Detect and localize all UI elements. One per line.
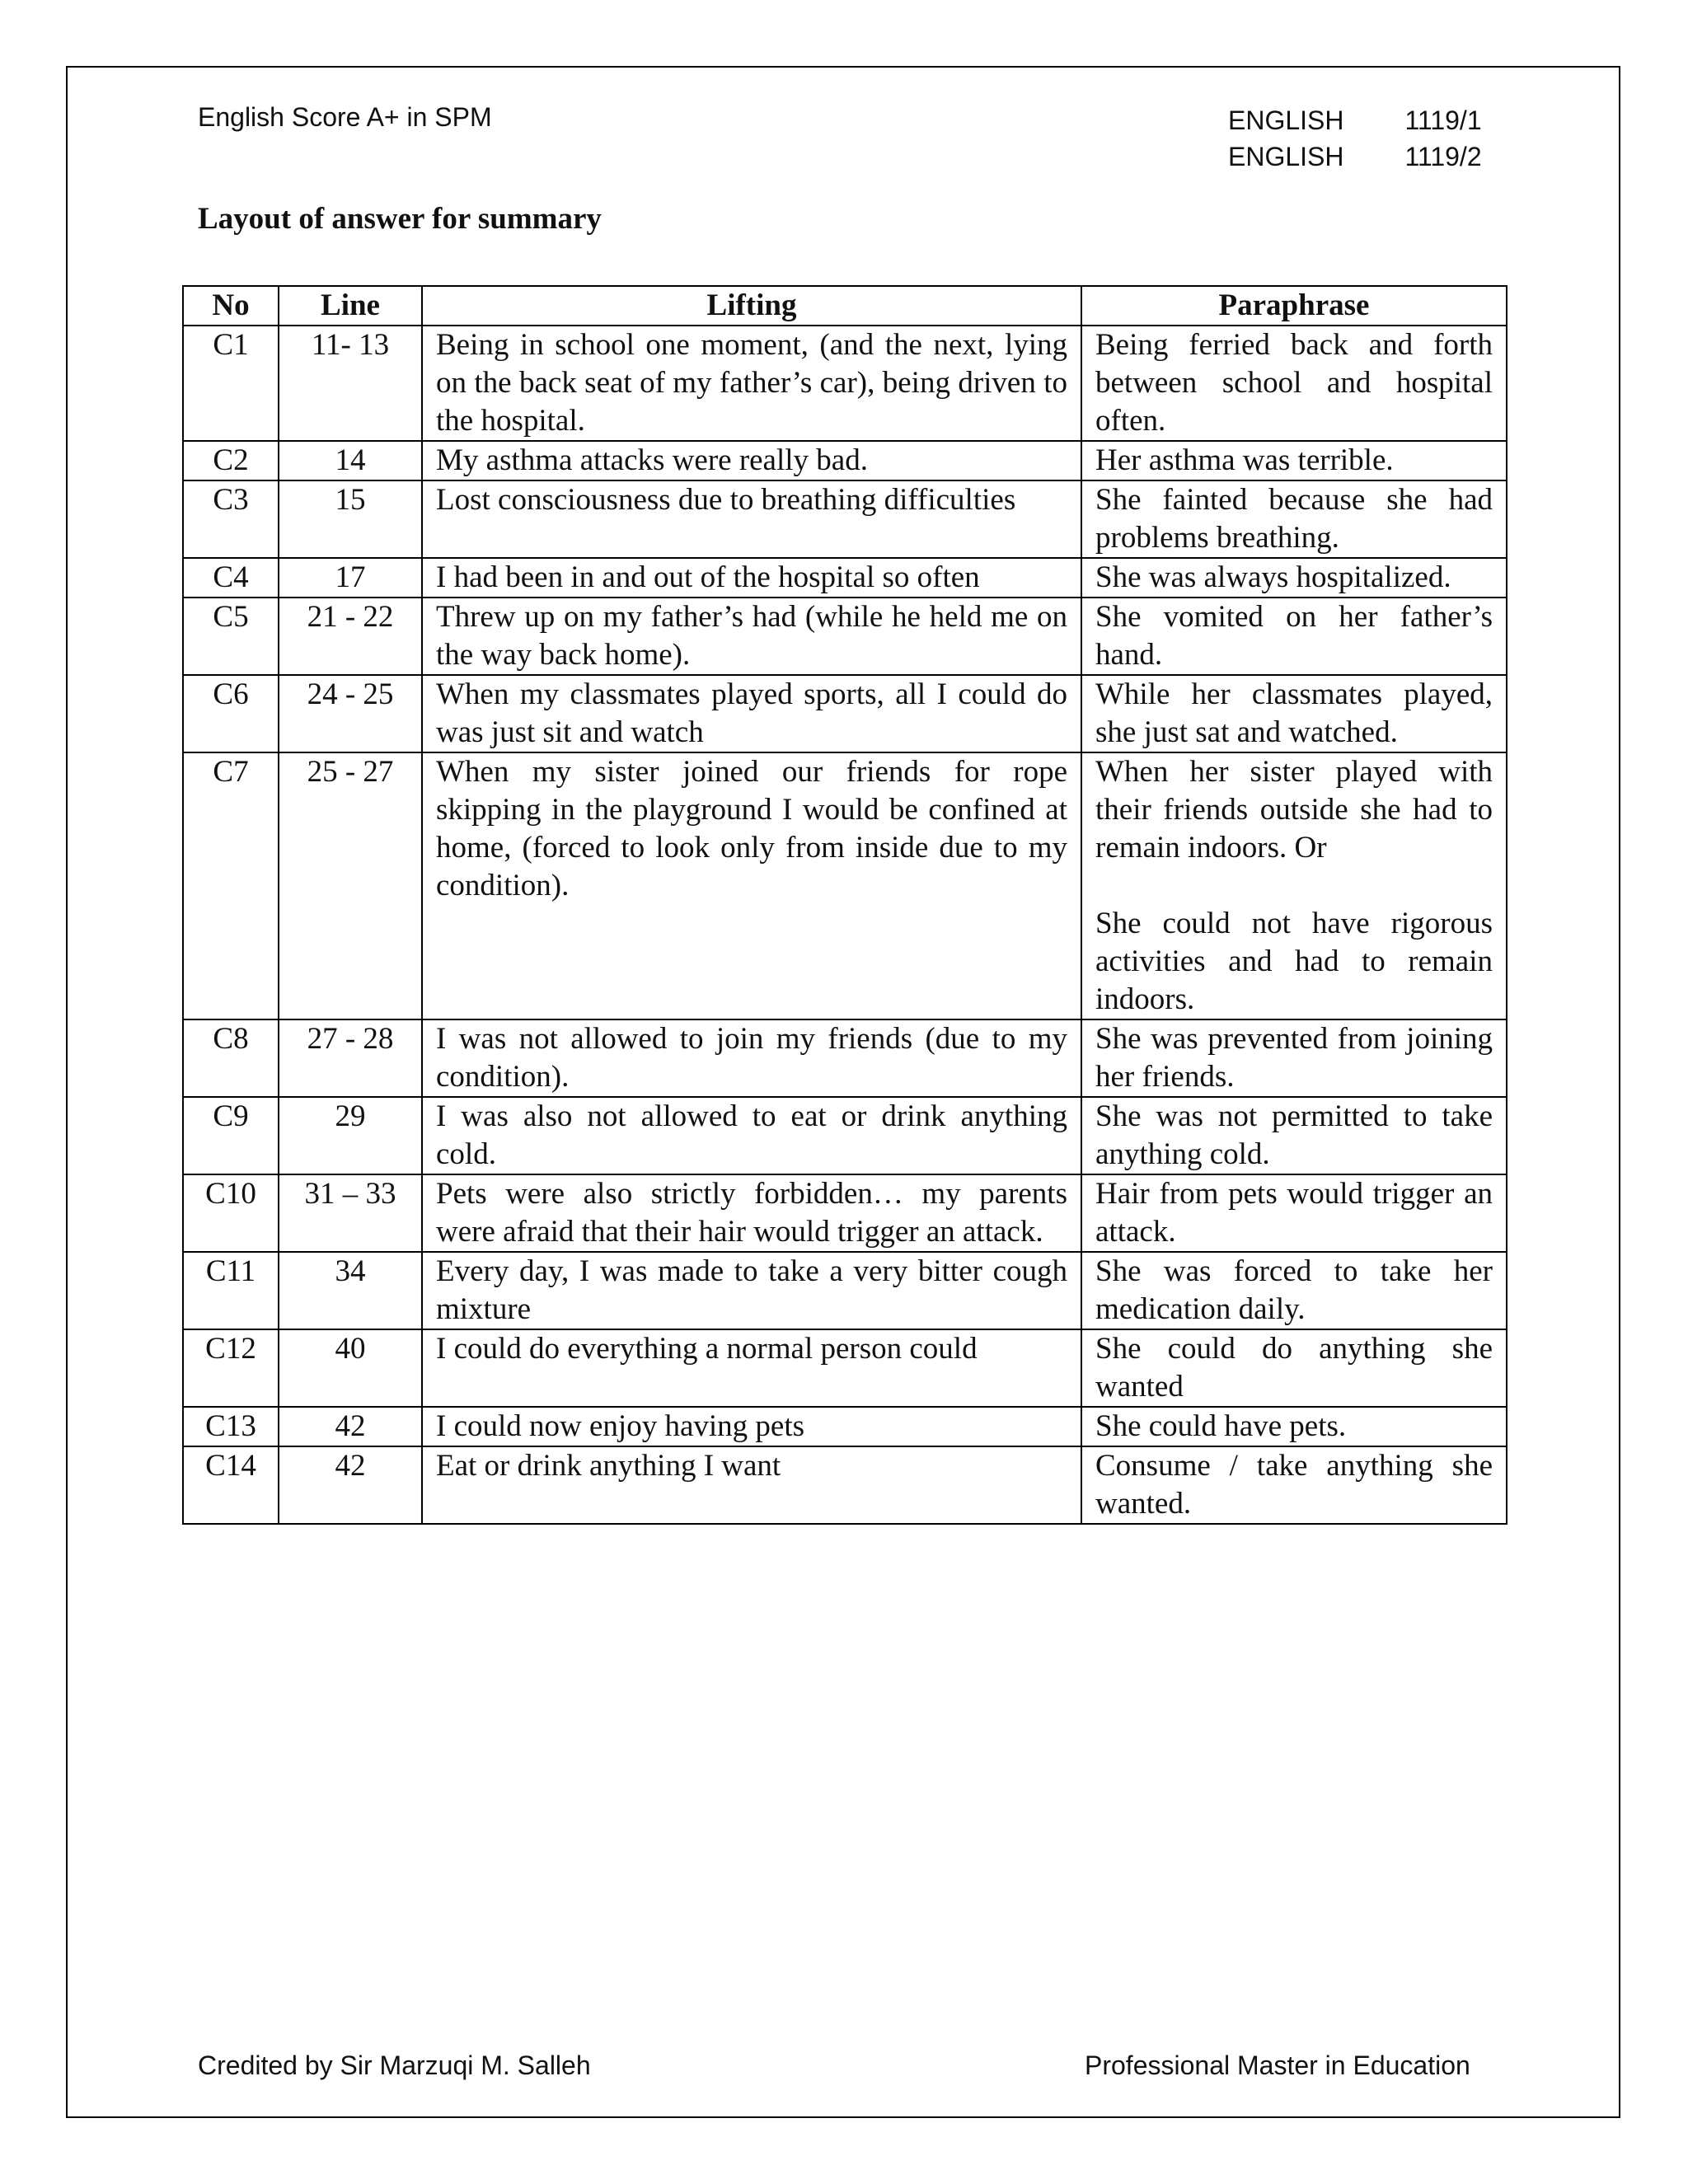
cell-no: [183, 1019, 279, 1097]
table-row: [183, 752, 1507, 1019]
cell-paraphrase-text: She was always hospitalized.: [1095, 560, 1451, 594]
header-right-line-1: [1228, 102, 1482, 138]
cell-line-text: 11- 13: [311, 328, 390, 362]
cell-no: [183, 480, 279, 558]
cell-lifting-text: I could do everything a normal person could: [436, 1332, 978, 1366]
table-body: [183, 326, 1507, 1524]
cell-lifting: [422, 1407, 1081, 1446]
table-row: [183, 326, 1507, 441]
cell-lifting-text: I was also not allowed to eat or drink anything cold.: [436, 1099, 1067, 1171]
cell-paraphrase: [1081, 326, 1507, 441]
cell-line: [279, 558, 422, 598]
cell-paraphrase: [1081, 1407, 1507, 1446]
cell-no-text: C5: [213, 600, 249, 634]
cell-paraphrase: [1081, 1097, 1507, 1174]
cell-line: [279, 1097, 422, 1174]
table-row: [183, 1407, 1507, 1446]
table-row: [183, 1329, 1507, 1407]
cell-lifting-text: I was not allowed to join my friends (due to my condition).: [436, 1022, 1067, 1094]
cell-paraphrase-text: Hair from pets would trigger an attack.: [1095, 1177, 1493, 1249]
header-left: English Score A+ in SPM: [198, 102, 492, 132]
column-header-lifting: Lifting: [422, 286, 1081, 326]
column-header-no: No: [183, 286, 279, 326]
cell-no: [183, 1446, 279, 1524]
footer-qualification: Professional Master in Education: [1085, 2050, 1470, 2080]
cell-lifting: [422, 598, 1081, 675]
cell-lifting: [422, 1174, 1081, 1252]
cell-paraphrase: [1081, 1252, 1507, 1329]
cell-lifting: [422, 675, 1081, 752]
cell-line: [279, 1446, 422, 1524]
cell-line: [279, 1329, 422, 1407]
cell-paraphrase-text: She could have pets.: [1095, 1409, 1347, 1443]
cell-no: [183, 1329, 279, 1407]
cell-no-text: C6: [213, 677, 249, 711]
header-code: 1119/1: [1404, 105, 1482, 135]
cell-line: [279, 675, 422, 752]
cell-no: [183, 598, 279, 675]
cell-line-text: 21 - 22: [307, 600, 394, 634]
cell-paraphrase-text: Being ferried back and forth between school and hospital often.: [1095, 328, 1493, 438]
cell-lifting-text: When my classmates played sports, all I could do was just sit and watch: [436, 677, 1067, 749]
cell-line: [279, 1174, 422, 1252]
cell-lifting-text: Lost consciousness due to breathing difficulties: [436, 483, 1016, 517]
cell-paraphrase-text: She was not permitted to take anything cold.: [1095, 1099, 1493, 1171]
cell-lifting: [422, 752, 1081, 1019]
cell-lifting-text: My asthma attacks were really bad.: [436, 443, 868, 477]
header-right: [1228, 102, 1482, 175]
cell-no: [183, 1174, 279, 1252]
cell-no: [183, 441, 279, 480]
cell-lifting-text: Eat or drink anything I want: [436, 1449, 781, 1483]
cell-line: [279, 1407, 422, 1446]
cell-no: [183, 1097, 279, 1174]
cell-no-text: C1: [213, 328, 249, 362]
cell-paraphrase-text: Her asthma was terrible.: [1095, 443, 1394, 477]
cell-lifting-text: Being in school one moment, (and the next, lying on the back seat of my father’s car), being driven to the hospital.: [436, 328, 1067, 438]
cell-paraphrase-text: She was prevented from joining her friends.: [1095, 1022, 1493, 1094]
cell-line-text: 27 - 28: [307, 1022, 394, 1056]
cell-paraphrase: [1081, 1446, 1507, 1524]
cell-line: [279, 441, 422, 480]
table-row: [183, 1019, 1507, 1097]
cell-no: [183, 675, 279, 752]
table-row: [183, 441, 1507, 480]
cell-line-text: 24 - 25: [307, 677, 394, 711]
cell-line: [279, 752, 422, 1019]
cell-paraphrase: [1081, 675, 1507, 752]
cell-line-text: 42: [335, 1449, 366, 1483]
cell-no-text: C3: [213, 483, 249, 517]
cell-lifting-text: I could now enjoy having pets: [436, 1409, 804, 1443]
cell-no-text: C8: [213, 1022, 249, 1056]
cell-line: [279, 598, 422, 675]
cell-line-text: 14: [335, 443, 366, 477]
cell-no-text: C9: [213, 1099, 249, 1133]
cell-no-text: C2: [213, 443, 249, 477]
cell-lifting-text: Every day, I was made to take a very bitter cough mixture: [436, 1254, 1067, 1326]
cell-lifting-text: Threw up on my father’s had (while he held me on the way back home).: [436, 600, 1067, 672]
cell-lifting: [422, 1252, 1081, 1329]
cell-lifting-text: When my sister joined our friends for rope skipping in the playground I would be confined at home, (forced to look only from inside due to my condition).: [436, 755, 1067, 902]
table-row: [183, 1252, 1507, 1329]
cell-lifting: [422, 1446, 1081, 1524]
cell-paraphrase: [1081, 441, 1507, 480]
cell-paraphrase: [1081, 480, 1507, 558]
cell-paraphrase: [1081, 598, 1507, 675]
cell-lifting: [422, 1097, 1081, 1174]
cell-line: [279, 480, 422, 558]
cell-paraphrase: [1081, 752, 1507, 1019]
summary-table: [182, 285, 1507, 1525]
cell-no: [183, 1407, 279, 1446]
cell-no-text: C13: [205, 1409, 256, 1443]
cell-paraphrase-text: She fainted because she had problems breathing.: [1095, 483, 1493, 555]
cell-line: [279, 1019, 422, 1097]
cell-no-text: C12: [205, 1332, 256, 1366]
cell-no-text: C4: [213, 560, 249, 594]
cell-paraphrase-text: She could do anything she wanted: [1095, 1332, 1493, 1404]
header-right-line-2: [1228, 138, 1482, 175]
footer-credit: Credited by Sir Marzuqi M. Salleh: [198, 2050, 591, 2080]
cell-no-text: C14: [205, 1449, 256, 1483]
header-subject: ENGLISH: [1228, 142, 1344, 171]
cell-paraphrase: [1081, 558, 1507, 598]
cell-paraphrase-text: When her sister played with their friends outside she had to remain indoors. Or She could not have rigorous activities and had to remain indoors.: [1095, 755, 1493, 1016]
cell-no-text: C7: [213, 755, 249, 789]
cell-line-text: 42: [335, 1409, 366, 1443]
cell-line: [279, 1252, 422, 1329]
header-subject: ENGLISH: [1228, 105, 1344, 135]
cell-no-text: C11: [205, 1254, 256, 1288]
table-row: [183, 1097, 1507, 1174]
cell-lifting: [422, 1019, 1081, 1097]
cell-line-text: 25 - 27: [307, 755, 394, 789]
column-header-line: Line: [279, 286, 422, 326]
column-header-paraphrase: Paraphrase: [1081, 286, 1507, 326]
cell-lifting: [422, 558, 1081, 598]
cell-lifting-text: I had been in and out of the hospital so often: [436, 560, 980, 594]
table-row: [183, 598, 1507, 675]
cell-paraphrase: [1081, 1329, 1507, 1407]
cell-lifting: [422, 1329, 1081, 1407]
cell-paraphrase-text: She vomited on her father’s hand.: [1095, 600, 1493, 672]
page-title: Layout of answer for summary: [198, 202, 602, 236]
cell-lifting: [422, 480, 1081, 558]
cell-no: [183, 1252, 279, 1329]
cell-no-text: C10: [205, 1177, 256, 1211]
table-row: [183, 558, 1507, 598]
cell-no: [183, 558, 279, 598]
table-header-row: [183, 286, 1507, 326]
cell-lifting: [422, 441, 1081, 480]
cell-no: [183, 752, 279, 1019]
cell-line-text: 40: [335, 1332, 366, 1366]
cell-line: [279, 326, 422, 441]
cell-paraphrase: [1081, 1019, 1507, 1097]
cell-lifting: [422, 326, 1081, 441]
table-row: [183, 675, 1507, 752]
cell-paraphrase-text: Consume / take anything she wanted.: [1095, 1449, 1493, 1521]
cell-paraphrase-text: She was forced to take her medication daily.: [1095, 1254, 1493, 1326]
cell-paraphrase-text: While her classmates played, she just sat and watched.: [1095, 677, 1493, 749]
table-row: [183, 1174, 1507, 1252]
cell-lifting-text: Pets were also strictly forbidden… my parents were afraid that their hair would trigger an attack.: [436, 1177, 1067, 1249]
cell-line-text: 15: [335, 483, 366, 517]
table-row: [183, 480, 1507, 558]
cell-line-text: 17: [335, 560, 366, 594]
header-code: 1119/2: [1404, 142, 1482, 171]
cell-line-text: 34: [335, 1254, 366, 1288]
table-row: [183, 1446, 1507, 1524]
cell-no: [183, 326, 279, 441]
cell-paraphrase: [1081, 1174, 1507, 1252]
cell-line-text: 31 – 33: [304, 1177, 396, 1211]
cell-line-text: 29: [335, 1099, 366, 1133]
